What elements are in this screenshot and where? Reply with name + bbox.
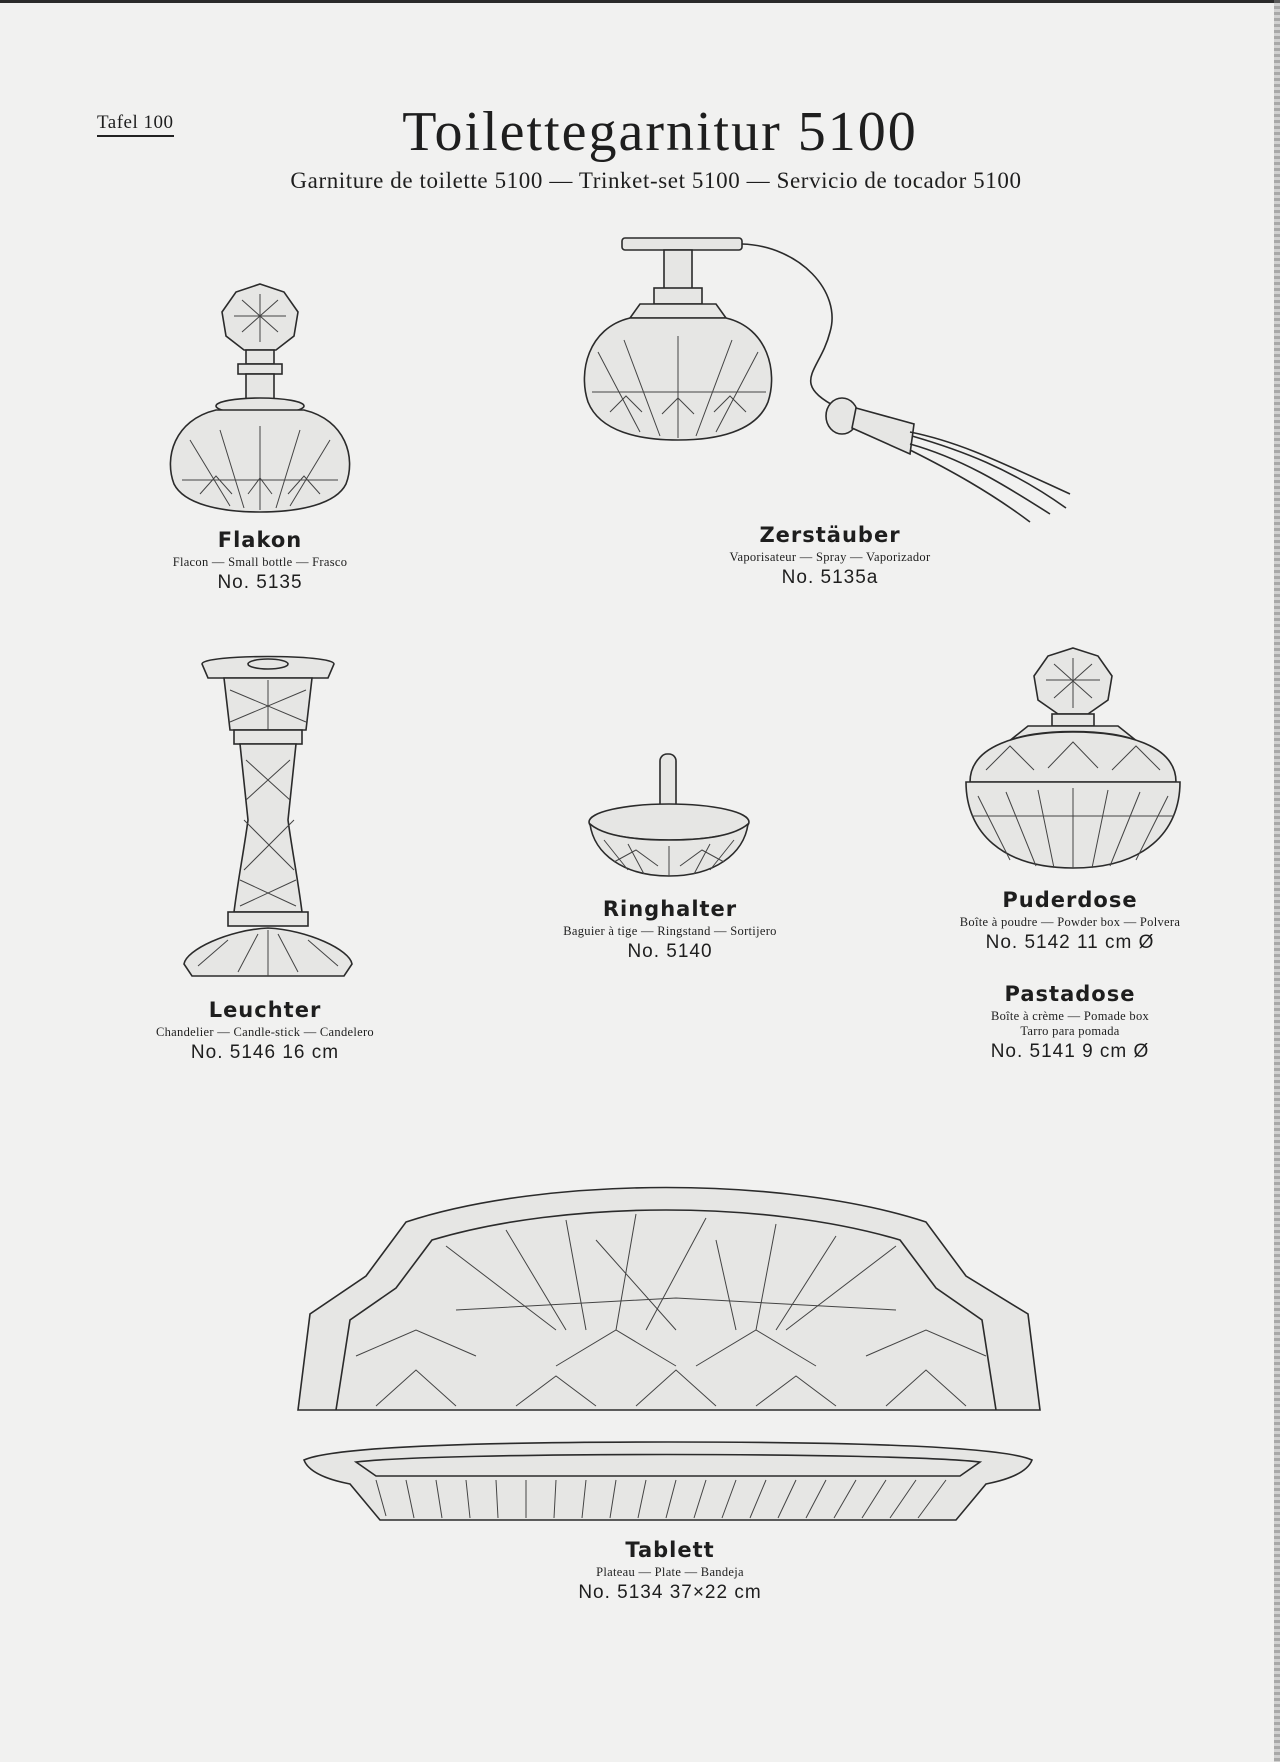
tablett-illustration (296, 1180, 1042, 1530)
puderdose-number: No. 5142 11 cm Ø (985, 932, 1155, 953)
page-title: Toilettegarnitur 5100 (402, 101, 918, 163)
leuchter-illustration (168, 650, 368, 990)
puderdose-illustration (958, 646, 1188, 876)
ringhalter-number: No. 5140 (627, 941, 713, 962)
zerstauber-caption (680, 523, 980, 589)
zerstauber-number: No. 5135a (781, 567, 879, 588)
leuchter-caption (110, 998, 420, 1064)
ringhalter-name: Ringhalter (602, 897, 738, 921)
pastadose-translations: Boîte à crème — Pomade box (990, 1009, 1150, 1023)
pastadose-number: No. 5141 9 cm Ø (990, 1041, 1150, 1062)
zerstauber-translations: Vaporisateur — Spray — Vaporizador (729, 550, 931, 564)
pastadose-translations-2: Tarro para pomada (1020, 1024, 1120, 1038)
zerstauber-illustration (580, 232, 1080, 532)
page-edge (1274, 0, 1280, 1762)
ringhalter-caption (520, 897, 820, 963)
page-subtitle: Garniture de toilette 5100 — Trinket-set 5100 — Servicio de tocador 5100 (290, 168, 1022, 193)
flakon-caption (130, 528, 390, 594)
pastadose-name: Pastadose (1004, 982, 1136, 1006)
flakon-name: Flakon (217, 528, 303, 552)
puderdose-translations: Boîte à poudre — Powder box — Polvera (959, 915, 1181, 929)
tablett-caption (520, 1538, 820, 1604)
leuchter-name: Leuchter (208, 998, 322, 1022)
leuchter-number: No. 5146 16 cm (190, 1042, 340, 1063)
zerstauber-name: Zerstäuber (759, 523, 901, 547)
tablett-number: No. 5134 37×22 cm (578, 1582, 762, 1603)
pastadose-caption (920, 982, 1220, 1063)
ringhalter-illustration (584, 750, 754, 880)
puderdose-caption (920, 888, 1220, 954)
flakon-translations: Flacon — Small bottle — Frasco (172, 555, 348, 569)
leuchter-translations: Chandelier — Candle-stick — Candelero (156, 1025, 374, 1039)
tablett-translations: Plateau — Plate — Bandeja (596, 1565, 744, 1579)
top-border (0, 0, 1280, 3)
flakon-number: No. 5135 (217, 572, 303, 593)
flakon-illustration (160, 280, 360, 520)
puderdose-name: Puderdose (1002, 888, 1138, 912)
ringhalter-translations: Baguier à tige — Ringstand — Sortijero (563, 924, 777, 938)
plate-number: Tafel 100 (97, 112, 174, 137)
tablett-name: Tablett (625, 1538, 715, 1562)
